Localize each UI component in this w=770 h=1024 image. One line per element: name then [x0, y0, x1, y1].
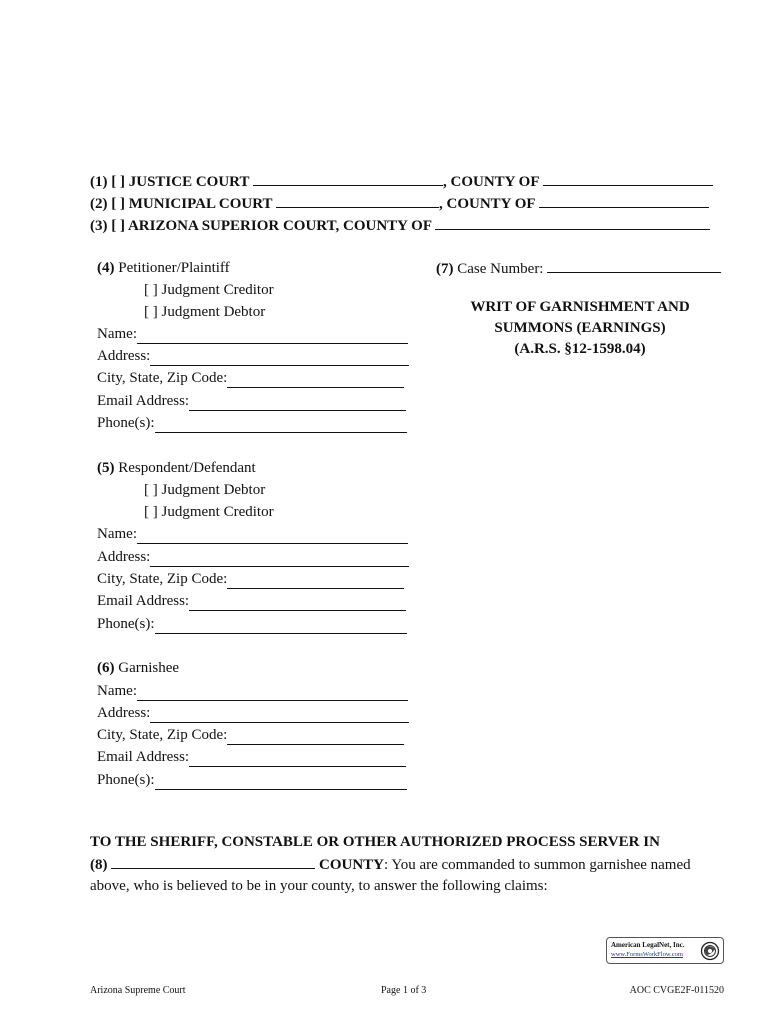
- municipal-court-checkbox[interactable]: [ ]: [111, 196, 125, 212]
- respondent-city-row: [97, 569, 404, 589]
- section-heading: Garnishee: [118, 660, 180, 676]
- field-label: Phone(s):: [97, 415, 155, 431]
- field-label: Address:: [97, 549, 151, 565]
- municipal-county-field[interactable]: [539, 193, 709, 208]
- superior-county-field[interactable]: [435, 215, 710, 230]
- justice-court-label: JUSTICE COURT: [128, 174, 250, 190]
- footer-page-number: Page 1 of 3: [381, 985, 427, 996]
- section-number: (5): [97, 460, 115, 476]
- section-heading: Petitioner/Plaintiff: [118, 260, 230, 276]
- petitioner-phone-row: [97, 413, 407, 433]
- garnishee-address-field[interactable]: [150, 707, 409, 723]
- field-label: City, State, Zip Code:: [97, 727, 228, 743]
- respondent-name-field[interactable]: [137, 528, 408, 544]
- respondent-heading: [97, 458, 256, 478]
- garnishee-city-row: [97, 725, 404, 745]
- case-number-label: Case Number:: [457, 261, 544, 277]
- respondent-option-creditor[interactable]: [ ] Judgment Creditor: [144, 504, 274, 520]
- court-line-municipal: [90, 193, 709, 214]
- garnishee-email-row: [97, 747, 406, 767]
- field-label: Address:: [97, 705, 151, 721]
- field-label: Name:: [97, 526, 137, 542]
- county-label: COUNTY: [319, 857, 385, 873]
- superior-court-label: ARIZONA SUPERIOR COURT, COUNTY OF: [127, 218, 432, 234]
- county-of-label: , COUNTY OF: [439, 196, 535, 212]
- respondent-address-row: [97, 547, 409, 567]
- section-number: (4): [97, 260, 115, 276]
- logo-company: American LegalNet, Inc.: [611, 941, 685, 949]
- justice-court-field[interactable]: [253, 171, 443, 186]
- court-line-superior: [90, 215, 710, 236]
- justice-court-checkbox[interactable]: [ ]: [111, 174, 125, 190]
- logo-url-link[interactable]: www.FormsWorkFlow.com: [611, 951, 683, 958]
- court-line-number: (1): [90, 174, 108, 190]
- garnishee-name-row: [97, 681, 408, 701]
- case-number-field[interactable]: [547, 258, 721, 273]
- respondent-email-row: [97, 591, 406, 611]
- field-label: Phone(s):: [97, 772, 155, 788]
- globe-icon: [700, 941, 720, 961]
- field-label: Address:: [97, 348, 151, 364]
- title-line: SUMMONS (EARNINGS): [494, 320, 666, 336]
- superior-court-checkbox[interactable]: [ ]: [111, 218, 125, 234]
- respondent-city-field[interactable]: [227, 573, 404, 589]
- respondent-phone-field[interactable]: [155, 618, 407, 634]
- field-label: Email Address:: [97, 593, 190, 609]
- section-heading: Respondent/Defendant: [118, 460, 256, 476]
- municipal-court-field[interactable]: [276, 193, 439, 208]
- instructions-line-3: above, who is believed to be in your county, to answer the following claims:: [90, 878, 548, 894]
- respondent-phone-row: [97, 614, 407, 634]
- respondent-address-field[interactable]: [150, 551, 409, 567]
- garnishee-email-field[interactable]: [189, 751, 406, 767]
- garnishee-address-row: [97, 703, 409, 723]
- respondent-option-debtor[interactable]: [ ] Judgment Debtor: [144, 482, 266, 498]
- court-line-number: (3): [90, 218, 108, 234]
- field-label: Email Address:: [97, 749, 190, 765]
- garnishee-city-field[interactable]: [227, 729, 404, 745]
- petitioner-option-creditor[interactable]: [ ] Judgment Creditor: [144, 282, 274, 298]
- instructions-text: : You are commanded to summon garnishee named: [384, 857, 691, 873]
- document-title: [440, 297, 720, 360]
- garnishee-phone-field[interactable]: [155, 774, 407, 790]
- field-label: City, State, Zip Code:: [97, 370, 228, 386]
- petitioner-city-field[interactable]: [227, 372, 404, 388]
- field-label: City, State, Zip Code:: [97, 571, 228, 587]
- respondent-name-row: [97, 524, 408, 544]
- case-number-num: (7): [436, 261, 454, 277]
- petitioner-address-field[interactable]: [150, 350, 409, 366]
- petitioner-name-field[interactable]: [137, 328, 408, 344]
- petitioner-name-row: [97, 324, 408, 344]
- municipal-court-label: MUNICIPAL COURT: [128, 196, 273, 212]
- section-number: (6): [97, 660, 115, 676]
- petitioner-email-row: [97, 391, 406, 411]
- garnishee-name-field[interactable]: [137, 685, 408, 701]
- field-label: Email Address:: [97, 393, 190, 409]
- instructions-num: (8): [90, 857, 108, 873]
- field-label: Name:: [97, 683, 137, 699]
- petitioner-option-debtor[interactable]: [ ] Judgment Debtor: [144, 304, 266, 320]
- field-label: Phone(s):: [97, 616, 155, 632]
- service-county-field[interactable]: [111, 854, 315, 869]
- petitioner-email-field[interactable]: [189, 395, 406, 411]
- county-of-label: , COUNTY OF: [442, 174, 539, 190]
- american-legalnet-logo: [606, 937, 724, 964]
- petitioner-heading: [97, 258, 230, 278]
- garnishee-phone-row: [97, 770, 407, 790]
- footer-left: Arizona Supreme Court: [90, 985, 186, 996]
- title-line: (A.R.S. §12-1598.04): [514, 341, 646, 357]
- court-line-number: (2): [90, 196, 108, 212]
- petitioner-city-row: [97, 368, 404, 388]
- garnishee-heading: [97, 658, 179, 678]
- respondent-email-field[interactable]: [189, 595, 406, 611]
- petitioner-phone-field[interactable]: [155, 417, 407, 433]
- field-label: Name:: [97, 326, 137, 342]
- instructions-heading: TO THE SHERIFF, CONSTABLE OR OTHER AUTHORIZED PROCESS SERVER IN: [90, 834, 660, 850]
- justice-county-field[interactable]: [543, 171, 713, 186]
- footer-form-code: AOC CVGE2F-011520: [629, 985, 724, 996]
- petitioner-address-row: [97, 346, 409, 366]
- title-line: WRIT OF GARNISHMENT AND: [470, 299, 690, 315]
- case-number-row: [436, 258, 721, 279]
- instructions-line-2: [90, 854, 691, 875]
- court-line-justice: [90, 171, 713, 192]
